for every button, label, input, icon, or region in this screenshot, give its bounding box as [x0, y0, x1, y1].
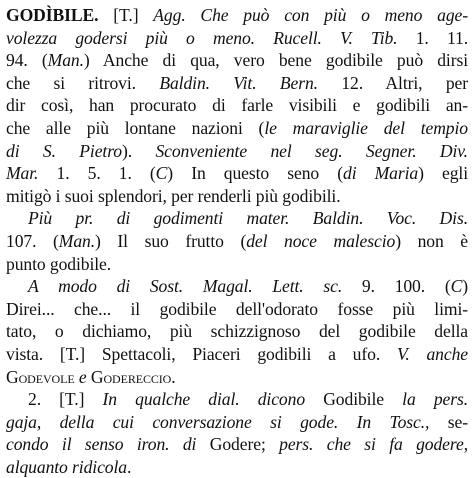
entry-text: Man. — [47, 50, 84, 71]
entry-text: 107. ( — [6, 230, 59, 251]
entry-line — [6, 49, 468, 72]
entry-text: se- — [429, 411, 468, 432]
entry-text: C — [450, 276, 463, 297]
entry-line — [6, 366, 468, 389]
entry-text: vista. [T.] Spettacoli, Piaceri godibili a ufo. — [6, 343, 397, 364]
entry-text: che si ritrovi. — [6, 72, 160, 93]
entry-text: volezza godersi più o meno. Rucell. V. Tib. — [6, 27, 398, 48]
entry-text: ) Anche di qua, vero bene godibile può dirsi — [83, 50, 468, 71]
dictionary-entry — [6, 4, 468, 478]
entry-line — [6, 320, 468, 343]
entry-line — [6, 72, 468, 95]
entry-text: 12. Altri, per — [317, 72, 468, 93]
entry-text: ) egli — [418, 163, 468, 184]
entry-text: [T.] — [98, 5, 154, 25]
entry-line — [6, 4, 468, 27]
entry-text: la pers. — [402, 389, 468, 410]
entry-text: le maraviglie del tempio — [264, 117, 468, 138]
entry-text: mitigò i suoi splendori, per renderli più godibili. — [6, 185, 341, 206]
entry-text: C — [155, 163, 168, 184]
entry-text: alquanto ridicola — [6, 456, 127, 477]
entry-text: Più pr. di godimenti mater. Baldin. Voc. Dis. — [28, 208, 468, 229]
entry-line — [6, 456, 468, 478]
entry-text: Godereccio — [90, 366, 172, 387]
entry-line — [6, 185, 468, 208]
entry-text: 1. 5. 1. ( — [38, 163, 156, 184]
entry-line — [6, 298, 468, 321]
entry-text: Mar. — [6, 163, 39, 184]
entry-text: V. anche — [396, 343, 468, 364]
entry-line — [6, 117, 468, 140]
entry-text: 94. ( — [6, 50, 48, 71]
entry-text: e — [74, 366, 91, 387]
entry-line — [6, 162, 468, 185]
entry-text: Godere — [196, 434, 261, 455]
entry-text: condo il senso iron. di — [6, 434, 197, 455]
entry-text: di S. Pietro — [6, 140, 122, 161]
entry-text: Godevole — [6, 366, 75, 387]
entry-text: ) non è — [395, 230, 468, 251]
entry-line — [6, 253, 468, 276]
entry-text: 9. 100. ( — [342, 276, 451, 297]
entry-line — [6, 388, 468, 411]
entry-text: . — [171, 366, 176, 387]
entry-line — [6, 433, 468, 456]
entry-text: 2. [T.] — [28, 389, 103, 410]
entry-text: A modo di Sost. Magal. Lett. sc. — [28, 276, 343, 297]
entry-text: di Maria — [343, 163, 419, 184]
entry-text: ; — [260, 434, 280, 455]
entry-line — [6, 411, 468, 434]
entry-text: gaja, della cui conversazione si gode. In Tosc., — [6, 411, 430, 432]
entry-text: Agg. Che può con più o meno age- — [153, 5, 468, 25]
entry-text: ). — [122, 140, 156, 161]
entry-text: ) In questo seno ( — [167, 163, 343, 184]
entry-text: pers. che si fa godere — [279, 434, 464, 455]
entry-text: del noce malescio — [246, 230, 396, 251]
headword: GODÌBILE. — [6, 5, 99, 25]
entry-text: 1. 11. — [397, 27, 468, 48]
entry-text: tato, o dichiamo, più schizzignoso del godibile della — [6, 321, 468, 342]
entry-text: ) Il suo frutto ( — [95, 230, 247, 251]
entry-text: In qualche dial. dicono — [102, 389, 306, 410]
entry-text: ) — [462, 276, 468, 297]
entry-text: che alle più lontane nazioni ( — [6, 117, 265, 138]
entry-text: dir così, han procurato di farle visibili e godibili an- — [6, 95, 468, 116]
entry-line — [6, 140, 468, 163]
entry-text: Baldin. Vit. Bern. — [159, 72, 318, 93]
entry-text: , — [463, 434, 468, 455]
entry-text: punto godibile. — [6, 253, 112, 274]
entry-text: Godibile — [305, 389, 403, 410]
entry-line — [6, 94, 468, 117]
entry-line — [6, 230, 468, 253]
entry-line — [6, 207, 468, 230]
entry-line — [6, 27, 468, 50]
entry-text: . — [126, 456, 132, 477]
entry-line — [6, 343, 468, 366]
entry-line — [6, 275, 468, 298]
entry-text: Direi... che... il godibile dell'odorato fosse più limi- — [6, 298, 468, 319]
entry-text: Man. — [58, 230, 96, 251]
entry-text: Sconveniente nel seg. Segner. Div. — [155, 140, 468, 161]
